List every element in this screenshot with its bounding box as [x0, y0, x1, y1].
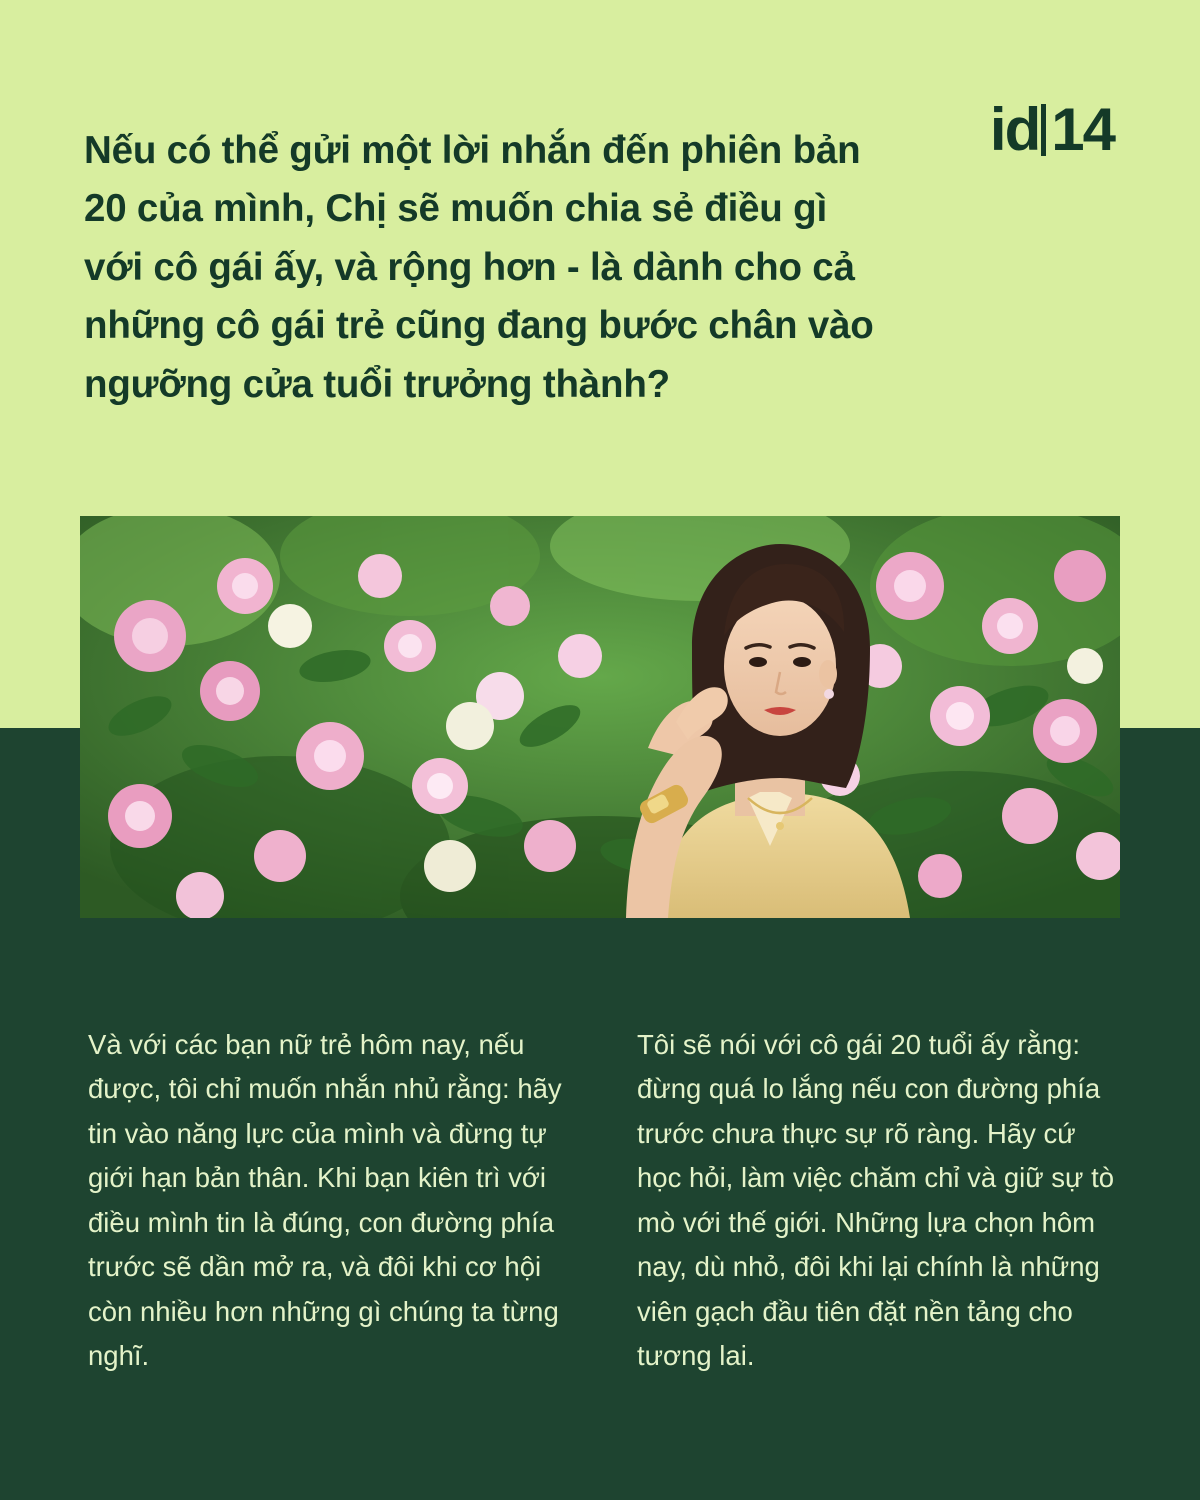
body-paragraph-left: Và với các bạn nữ trẻ hôm nay, nếu được, tôi chỉ muốn nhắn nhủ rằng: hãy tin vào năng lực của mình và đừng tự giới hạn bản thân. Khi bạn kiên trì với điều mình tin là đúng, con đường phía trước sẽ dần mở ra, và đôi khi cơ hội còn nhiều hơn những gì chúng ta từng nghĩ.	[88, 1028, 562, 1372]
brand-logo-text: id	[989, 96, 1040, 163]
brand-logo-divider	[1041, 104, 1046, 156]
body-columns	[88, 995, 1118, 1406]
feature-photo	[80, 516, 1120, 918]
brand-logo-number: 14	[1051, 96, 1114, 163]
page-title: Nếu có thể gửi một lời nhắn đến phiên bản 20 của mình, Chị sẽ muốn chia sẻ điều gì với cô gái ấy, và rộng hơn - là dành cho cả những cô gái trẻ cũng đang bước chân vào ngưỡng cửa tuổi trưởng thành?	[84, 128, 874, 406]
body-paragraph-right: Tôi sẽ nói với cô gái 20 tuổi ấy rằng: đừng quá lo lắng nếu con đường phía trước chưa thực sự rõ ràng. Hãy cứ học hỏi, làm việc chăm chỉ và giữ sự tò mò với thế giới. Những lựa chọn hôm nay, dù nhỏ, đôi khi lại chính là những viên gạch đầu tiên đặt nền tảng cho tương lai.	[637, 1028, 1115, 1372]
panel-corner-notch	[1120, 700, 1200, 728]
brand-logo	[989, 96, 1114, 163]
